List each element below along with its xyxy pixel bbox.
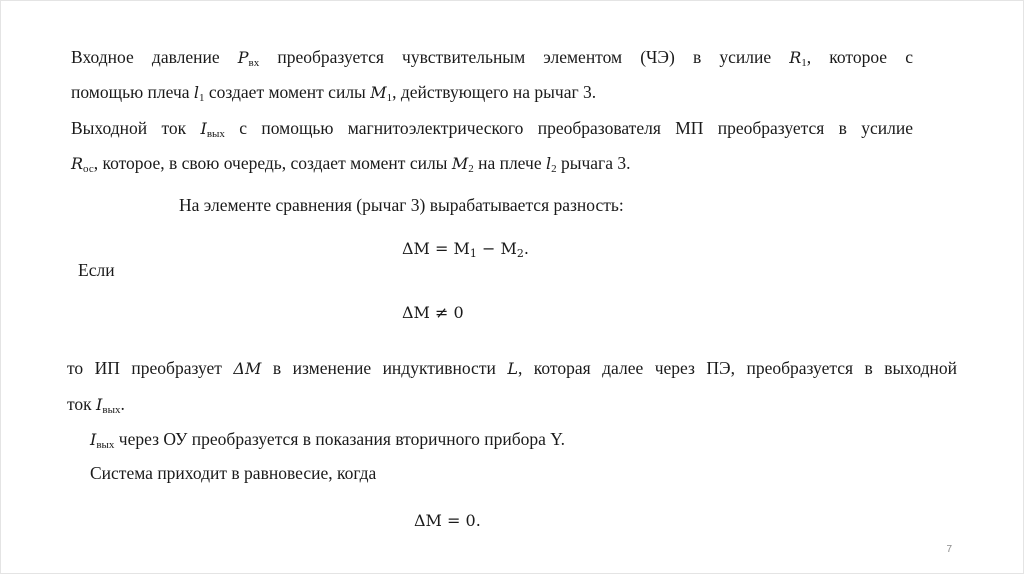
if-text: Если xyxy=(78,260,115,280)
paragraph-line-7: $I_{вых}$ через ОУ преобразуется в показания вторичного прибора Y. xyxy=(90,429,566,451)
equilibrium-text: Система приходит в равновесие, когда xyxy=(90,463,377,483)
paragraph-line-5: то ИП преобразует ΔM в изменение индуктивности L, которая далее через ПЭ, преобразуется в выходной xyxy=(67,358,957,378)
comparison-text: На элементе сравнения (рычаг 3) вырабатывается разность: xyxy=(179,195,624,215)
paragraph-line-1: Входное давление $P_{вх}$ преобразуется чувствительным элементом (ЧЭ) в усилие $R_1$, которое с xyxy=(71,47,913,69)
paragraph-line-6: ток $I_{вых}$. xyxy=(67,394,125,416)
equation-nonzero: ΔM ≠ 0 xyxy=(402,303,464,322)
equation-zero: ΔM = 0. xyxy=(414,511,481,530)
page-number: 7 xyxy=(946,544,952,555)
paragraph-line-3: Выходной ток $I_{вых}$ с помощью магнитоэлектрического преобразователя МП преобразуется в усилие xyxy=(71,118,913,140)
equation-delta-m: $\Delta M = M_1 - M_2$. xyxy=(402,239,529,260)
paragraph-line-4: $R_{ос}$, которое, в свою очередь, создает момент силы $M_2$ на плече $l_2$ рычага 3. xyxy=(71,153,631,175)
paragraph-line-2: помощью плеча $l_1$ создает момент силы $M_1$, действующего на рычаг 3. xyxy=(71,82,597,104)
